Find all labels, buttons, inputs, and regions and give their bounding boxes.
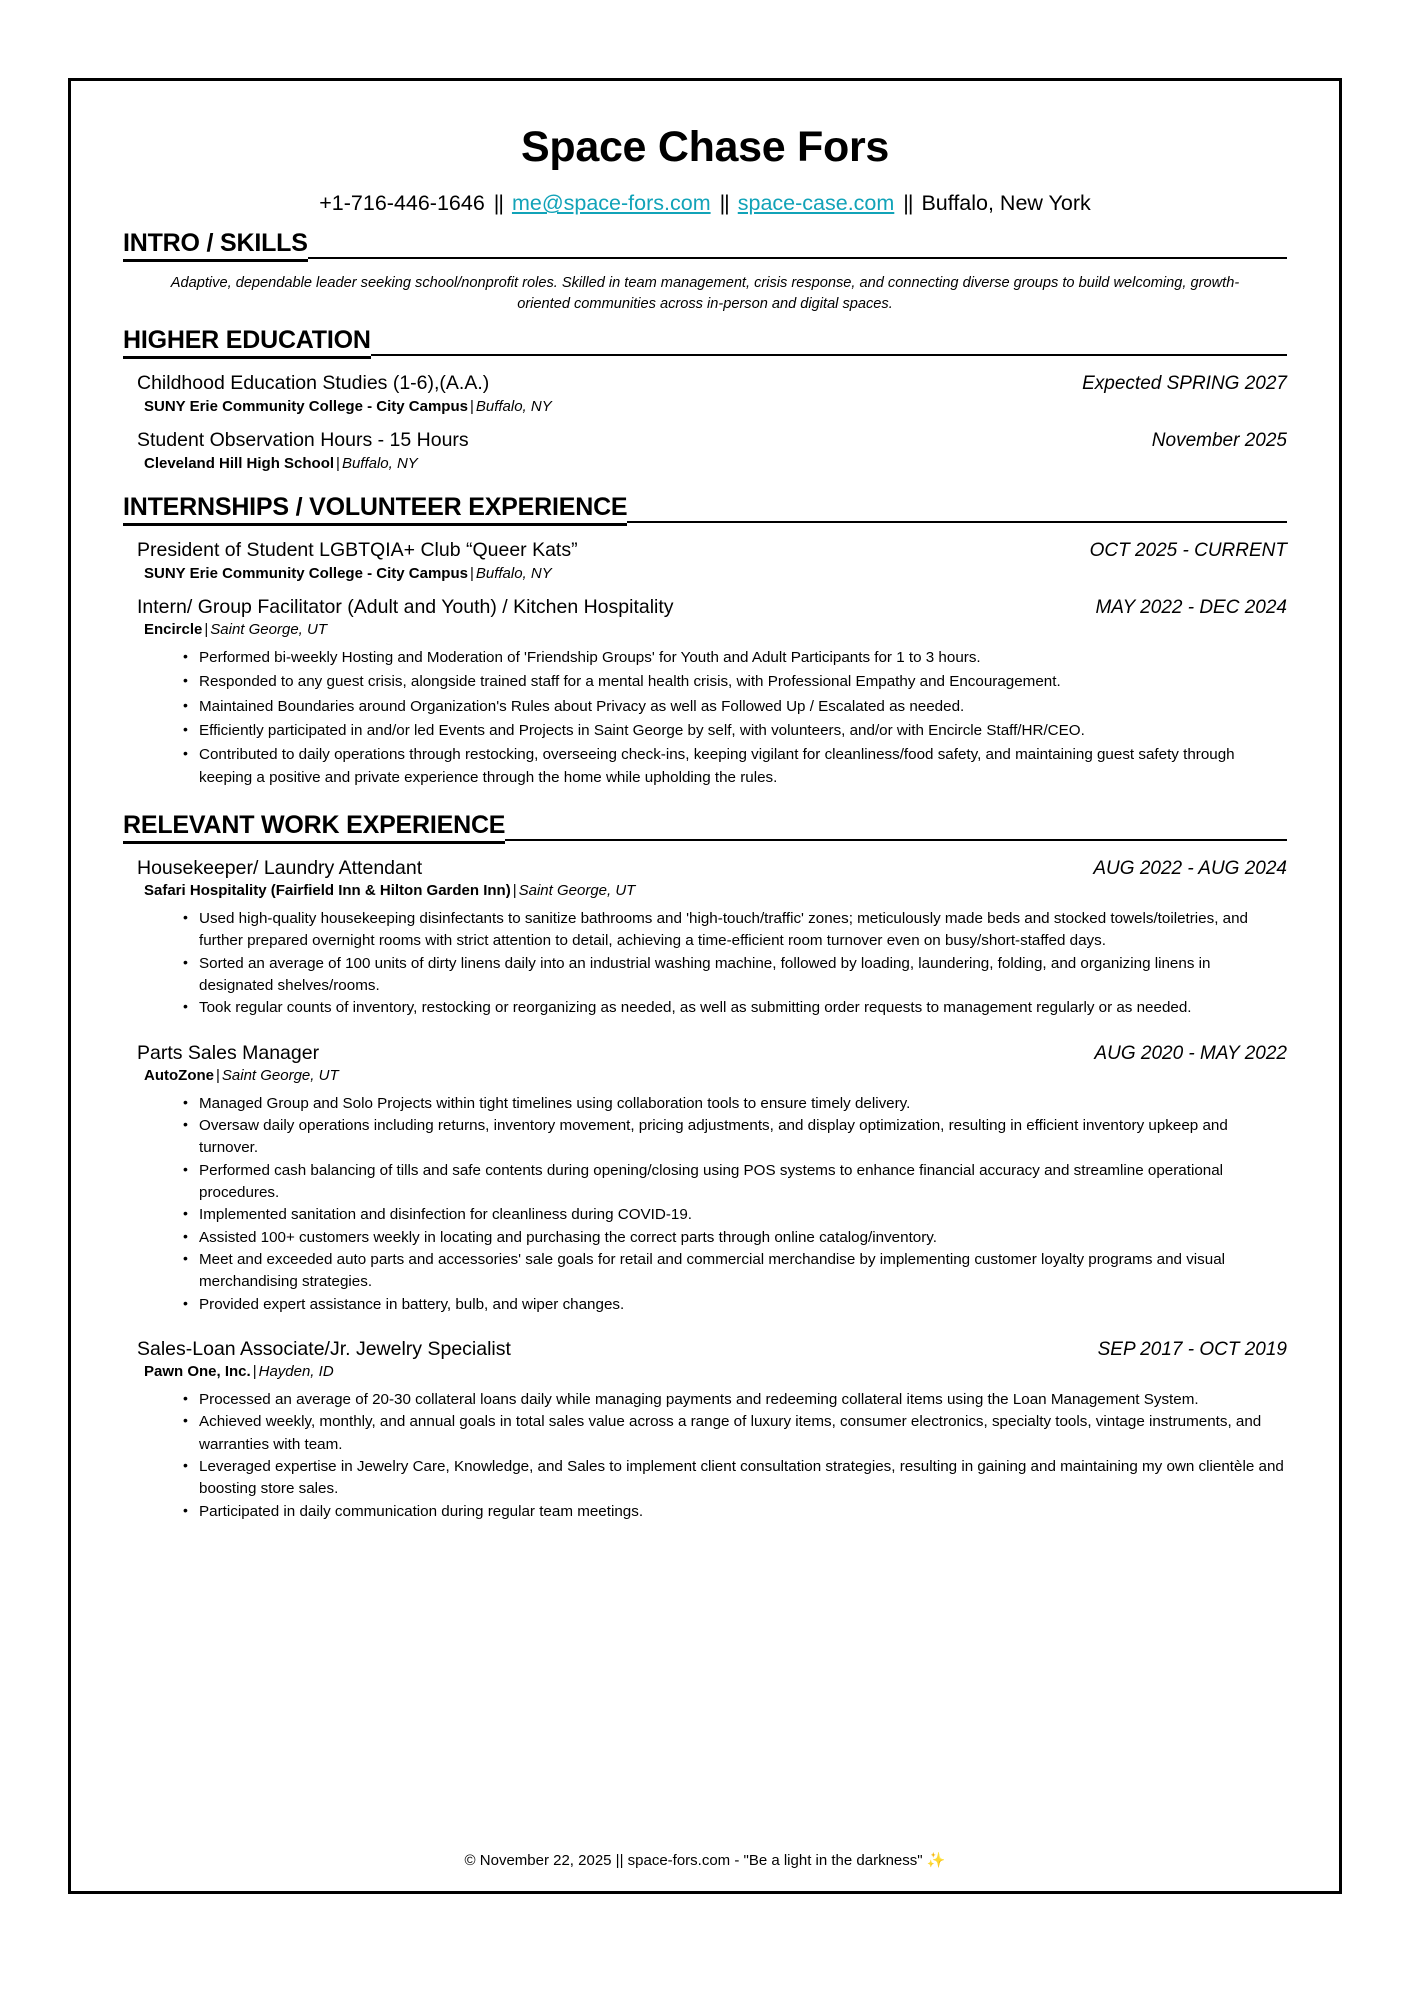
entry-subtitle (123, 881, 1287, 901)
entry-location: Saint George, UT (210, 621, 327, 639)
entry-header-row (123, 372, 1287, 395)
education-entry (123, 429, 1287, 473)
entry-location: Saint George, UT (221, 1067, 339, 1085)
bullet-item: • Contributed to daily operations through restocking, overseeing check-ins, keeping vigilant for cleanliness/food safety, and maintaining guest safety through keeping a positive and private experience through the home while upholding the rules. (183, 744, 1287, 789)
entry-divider: | (215, 1067, 220, 1085)
contact-line (123, 191, 1287, 217)
entry-header-row (123, 596, 1287, 619)
page-title: Space Chase Fors (520, 123, 890, 171)
sparkle-icon: ✨ (926, 1852, 946, 1869)
entry-subtitle (123, 564, 1287, 584)
resume-page (68, 78, 1342, 1894)
bullet-item: • Leveraged expertise in Jewelry Care, Knowledge, and Sales to implement client consultation strategies, resulting in gaining and maintaining my own clientèle and boosting store sales. (183, 1456, 1287, 1501)
entry-title: Sales-Loan Associate/Jr. Jewelry Specialist (137, 1337, 511, 1360)
entry-divider: | (469, 564, 474, 582)
entry-title: Childhood Education Studies (1-6),(A.A.) (137, 372, 490, 395)
entry-divider: | (204, 621, 209, 639)
entry-organization: Pawn One, Inc. (144, 1363, 251, 1381)
phone-text: +1-716-446-1646 (319, 191, 485, 216)
entry-divider: | (252, 1363, 257, 1381)
section-rule-internships (627, 521, 1287, 523)
entry-location: Buffalo, NY (341, 454, 418, 472)
work-entry (123, 1338, 1287, 1523)
bullet-item: • Meet and exceeded auto parts and accessories' sale goals for retail and commercial merchandise by implementing customer loyalty programs and visual merchandising strategies. (183, 1249, 1287, 1294)
entry-title: Housekeeper/ Laundry Attendant (137, 857, 423, 880)
page-footer (71, 1851, 1339, 1869)
section-rule-intro (308, 257, 1287, 259)
entry-bullet-list (123, 647, 1287, 789)
bullet-item: • Used high-quality housekeeping disinfectants to sanitize bathrooms and 'high-touch/traffic' zones; meticulously made beds and stocked towels/toiletries, and further prepared overnight rooms with strict attention to detail, achieving a time-efficient room turnover even on busy/short-staffed days. (183, 908, 1287, 953)
bullet-item: • Implemented sanitation and disinfection for cleanliness during COVID-19. (183, 1204, 1287, 1226)
bullet-item: • Processed an average of 20-30 collateral loans daily while managing payments and redeeming collateral items using the Loan Management System. (183, 1389, 1287, 1411)
internship-entry (123, 539, 1287, 583)
entry-divider: | (336, 454, 340, 472)
entry-organization: Encircle (144, 621, 203, 639)
bullet-item: • Oversaw daily operations including returns, inventory movement, pricing adjustments, and display optimization, resulting in efficient inventory upkeep and turnover. (183, 1115, 1287, 1160)
separator-2: || (719, 191, 729, 216)
entry-date: SEP 2017 - OCT 2019 (1097, 1338, 1287, 1360)
entry-header-row (123, 429, 1287, 452)
entry-location: Saint George, UT (518, 882, 636, 900)
entry-organization: SUNY Erie Community College - City Campus (144, 564, 468, 582)
bullet-item: • Responded to any guest crisis, alongside trained staff for a mental health crisis, with Professional Empathy and Encouragement. (183, 671, 1287, 693)
entry-organization: Cleveland Hill High School (144, 454, 335, 472)
email-link[interactable]: me@space-fors.com (511, 191, 711, 216)
bullet-item: • Maintained Boundaries around Organization's Rules about Privacy as well as Followed Up / Escalated as needed. (183, 696, 1287, 718)
section-rule-work (505, 839, 1287, 841)
entry-organization: SUNY Erie Community College - City Campus (144, 397, 468, 415)
work-entry (123, 857, 1287, 1020)
footer-text: © November 22, 2025 || space-fors.com - "Be a light in the darkness" (464, 1852, 923, 1869)
entry-date: November 2025 (1151, 430, 1287, 452)
entry-header-row (123, 1042, 1287, 1065)
entry-organization: AutoZone (144, 1067, 214, 1085)
internship-entry (123, 596, 1287, 789)
entry-bullet-list (123, 1389, 1287, 1523)
entry-location: Hayden, ID (258, 1363, 334, 1381)
bullet-item: • Achieved weekly, monthly, and annual goals in total sales value across a range of luxury items, consumer electronics, specialty tools, vintage instruments, and warranties with team. (183, 1411, 1287, 1456)
bullet-item: • Participated in daily communication during regular team meetings. (183, 1501, 1287, 1523)
entry-date: OCT 2025 - CURRENT (1089, 540, 1287, 562)
entry-subtitle (123, 1362, 1287, 1382)
entry-organization: Safari Hospitality (Fairfield Inn & Hilton Garden Inn) (144, 882, 511, 900)
bullet-item: • Assisted 100+ customers weekly in locating and purchasing the correct parts through online catalog/inventory. (183, 1227, 1287, 1249)
entry-title: Parts Sales Manager (137, 1041, 320, 1064)
section-title-intro: INTRO / SKILLS (123, 229, 308, 262)
entry-subtitle (123, 1066, 1287, 1086)
entry-location: Buffalo, NY (475, 397, 552, 415)
bullet-item: • Managed Group and Solo Projects within tight timelines using collaboration tools to ensure timely delivery. (183, 1093, 1287, 1115)
bullet-item: • Performed bi-weekly Hosting and Moderation of 'Friendship Groups' for Youth and Adult Participants for 1 to 3 hours. (183, 647, 1287, 669)
bullet-item: • Performed cash balancing of tills and safe contents during opening/closing using POS systems to enhance financial accuracy and streamline operational procedures. (183, 1160, 1287, 1205)
entry-bullet-list (123, 1093, 1287, 1316)
bullet-item: • Provided expert assistance in battery, bulb, and wiper changes. (183, 1294, 1287, 1316)
section-rule-education (371, 354, 1287, 356)
section-title-education: HIGHER EDUCATION (123, 326, 371, 359)
entry-subtitle (123, 397, 1287, 417)
section-header-intro (123, 229, 1287, 262)
entry-header-row (123, 857, 1287, 880)
education-entry (123, 372, 1287, 416)
section-header-internships (123, 493, 1287, 526)
bullet-item: • Efficiently participated in and/or led Events and Projects in Saint George by self, with volunteers, and/or with Encircle Staff/HR/CEO. (183, 720, 1287, 742)
entry-header-row (123, 1338, 1287, 1361)
work-entry (123, 1042, 1287, 1316)
location-text: Buffalo, New York (921, 191, 1091, 216)
entry-bullet-list (123, 908, 1287, 1020)
entry-date: Expected SPRING 2027 (1082, 373, 1287, 395)
website-link[interactable]: space-case.com (737, 191, 895, 216)
section-title-work: RELEVANT WORK EXPERIENCE (123, 811, 505, 844)
entry-date: MAY 2022 - DEC 2024 (1095, 597, 1287, 619)
intro-text: Adaptive, dependable leader seeking school/nonprofit roles. Skilled in team management, crisis response, and connecting diverse groups to build welcoming, growth-oriented communities across in-person and digital spaces. (170, 274, 1240, 312)
entry-title: Intern/ Group Facilitator (Adult and Youth) / Kitchen Hospitality (137, 596, 674, 619)
separator-3: || (903, 191, 913, 216)
entry-title: Student Observation Hours - 15 Hours (137, 429, 469, 452)
separator-1: || (493, 191, 503, 216)
section-header-work (123, 811, 1287, 844)
entry-date: AUG 2020 - MAY 2022 (1094, 1042, 1287, 1064)
entry-subtitle (123, 454, 1287, 474)
entry-divider: | (512, 882, 517, 900)
bullet-item: • Sorted an average of 100 units of dirty linens daily into an industrial washing machine, followed by loading, laundering, folding, and organizing linens in designated shelves/rooms. (183, 953, 1287, 998)
entry-date: AUG 2022 - AUG 2024 (1093, 858, 1287, 880)
entry-title: President of Student LGBTQIA+ Club “Queer Kats” (137, 539, 578, 562)
bullet-item: • Took regular counts of inventory, restocking or reorganizing as needed, as well as submitting order requests to management regularly or as needed. (183, 997, 1287, 1019)
entry-divider: | (469, 397, 474, 415)
section-header-education (123, 326, 1287, 359)
section-title-internships: INTERNSHIPS / VOLUNTEER EXPERIENCE (123, 493, 627, 526)
entry-location: Buffalo, NY (475, 564, 552, 582)
entry-header-row (123, 539, 1287, 562)
entry-subtitle (123, 620, 1287, 640)
